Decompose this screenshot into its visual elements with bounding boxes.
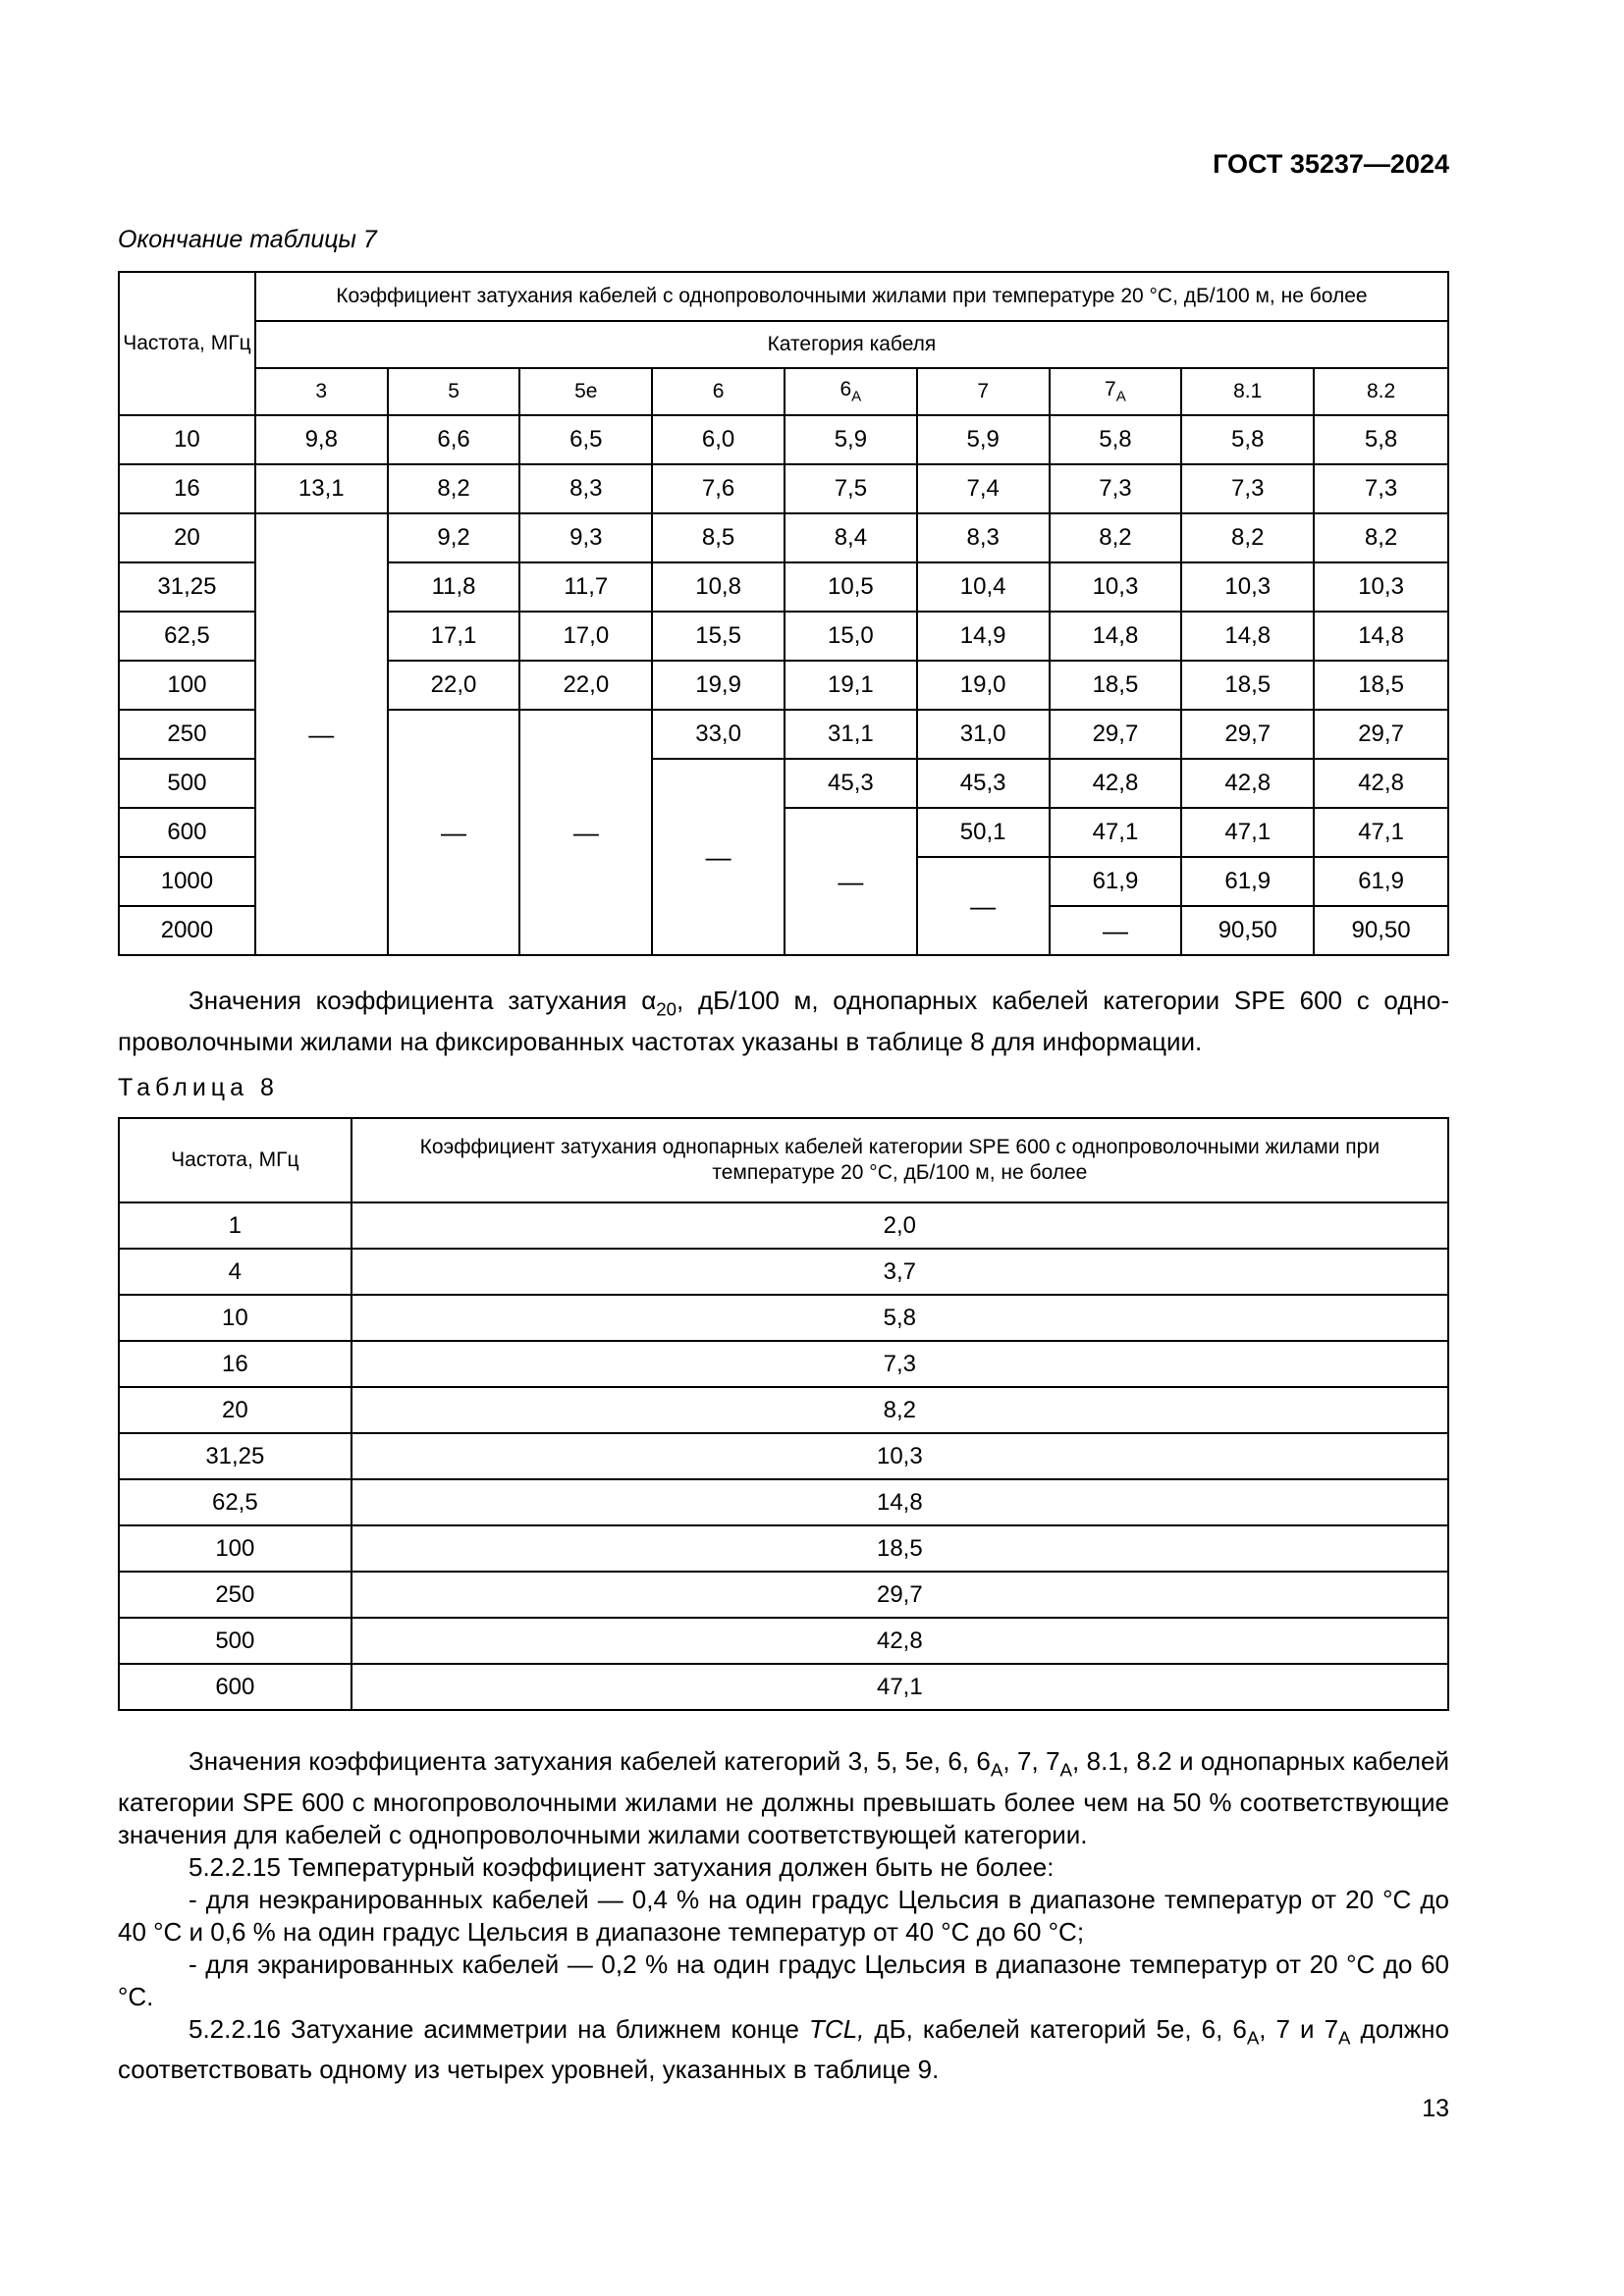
freq-cell: 62,5	[119, 1479, 352, 1525]
value-cell: 47,1	[1181, 808, 1314, 857]
value-cell: 5,8	[1314, 415, 1448, 464]
freq-cell: 500	[119, 1618, 352, 1664]
paragraph-5-2-2-15: 5.2.2.15 Температурный коэффициент затухания должен быть не более:	[189, 1851, 1055, 1882]
value-cell: 22,0	[519, 661, 652, 710]
value-cell: 8,2	[1314, 513, 1448, 562]
value-cell: 61,9	[1050, 857, 1182, 906]
value-cell: 29,7	[1314, 710, 1448, 759]
table-row	[119, 1433, 1448, 1479]
dash-cell: —	[652, 759, 785, 955]
freq-cell: 10	[119, 415, 255, 464]
paragraph-shielded: - для экранированных кабелей — 0,2 % на один градус Цельсия в диапазоне температур от 20 °С до 60 °С.	[118, 1949, 1449, 2011]
dash-cell: —	[785, 808, 917, 955]
value-cell: 10,5	[785, 562, 917, 612]
value-cell: 50,1	[917, 808, 1050, 857]
value-cell: 11,7	[519, 562, 652, 612]
freq-cell: 500	[119, 759, 255, 808]
value-cell: 14,8	[1181, 612, 1314, 661]
freq-cell: 100	[119, 1525, 352, 1572]
table-row	[119, 1525, 1448, 1572]
value-cell: 6,5	[519, 415, 652, 464]
value-cell: 8,5	[652, 513, 785, 562]
value-cell: 19,1	[785, 661, 917, 710]
value-cell: 14,9	[917, 612, 1050, 661]
value-cell: 47,1	[1314, 808, 1448, 857]
table-row	[119, 464, 1448, 513]
category-7a: $7_A$	[1050, 368, 1182, 415]
value-cell: 8,3	[519, 464, 652, 513]
freq-cell: 31,25	[119, 1433, 352, 1479]
attenuation-header: Коэффициент затухания однопарных кабелей категории SPE 600 с однопроволочными жилами при температуре 20 °C, дБ/100 м, не более	[352, 1118, 1448, 1202]
freq-cell: 250	[119, 1572, 352, 1618]
value-cell: 31,0	[917, 710, 1050, 759]
value-cell: 9,8	[255, 415, 388, 464]
value-cell: 10,3	[1314, 562, 1448, 612]
value-cell: 45,3	[917, 759, 1050, 808]
value-cell: 7,4	[917, 464, 1050, 513]
dash-cell: —	[917, 857, 1050, 955]
freq-cell: 1	[119, 1202, 352, 1249]
value-cell: 10,4	[917, 562, 1050, 612]
freq-cell: 600	[119, 1664, 352, 1710]
freq-cell: 16	[119, 1341, 352, 1387]
value-cell: 7,3	[352, 1341, 1448, 1387]
value-cell: 18,5	[1314, 661, 1448, 710]
table-row	[119, 1249, 1448, 1295]
value-cell: 10,3	[1050, 562, 1182, 612]
value-cell: 42,8	[1050, 759, 1182, 808]
value-cell: 29,7	[1050, 710, 1182, 759]
paragraph-unshielded: - для неэкранированных кабелей — 0,4 % на один градус Цельсия в диапазоне температур от 20 °С до 40 °С и 0,6 % на один градус Цельсия в диапазоне температур от 40 °С до 60 °С;	[118, 1884, 1449, 1947]
freq-cell: 62,5	[119, 612, 255, 661]
value-cell: 8,3	[917, 513, 1050, 562]
table-7	[118, 271, 1449, 956]
category-8-1: 8.1	[1181, 368, 1314, 415]
freq-cell: 16	[119, 464, 255, 513]
value-cell: 5,9	[917, 415, 1050, 464]
paragraph-5-2-2-16: 5.2.2.16 Затухание асимметрии на ближнем конце TCL, дБ, кабелей категорий 5e, 6, $6_A$, 7 и $7_A$ должно соответствовать одному из четырех уровней, указанных в таблице 9.	[118, 2013, 1449, 2085]
value-cell: 8,2	[388, 464, 520, 513]
value-cell: 42,8	[352, 1618, 1448, 1664]
value-cell: 5,9	[785, 415, 917, 464]
freq-cell: 2000	[119, 906, 255, 955]
value-cell: 3,7	[352, 1249, 1448, 1295]
table-row	[119, 415, 1448, 464]
value-cell: 9,2	[388, 513, 520, 562]
document-id: ГОСТ 35237—2024	[1213, 149, 1449, 179]
body-text	[118, 1745, 1449, 2086]
table-row	[119, 1341, 1448, 1387]
category-header: Категория кабеля	[255, 321, 1448, 368]
value-cell: 14,8	[352, 1479, 1448, 1525]
value-cell: 13,1	[255, 464, 388, 513]
attenuation-header: Коэффициент затухания кабелей с однопроволочными жилами при температуре 20 °C, дБ/100 м, не более	[255, 272, 1448, 321]
value-cell: 29,7	[352, 1572, 1448, 1618]
table-row	[119, 1202, 1448, 1249]
freq-cell: 10	[119, 1295, 352, 1341]
freq-cell: 31,25	[119, 562, 255, 612]
value-cell: 5,8	[1050, 415, 1182, 464]
value-cell: 9,3	[519, 513, 652, 562]
value-cell: 7,3	[1050, 464, 1182, 513]
category-6a: $6_A$	[785, 368, 917, 415]
value-cell: 8,2	[1181, 513, 1314, 562]
table-row	[119, 1479, 1448, 1525]
value-cell: 10,8	[652, 562, 785, 612]
dash-cell: —	[255, 513, 388, 955]
value-cell: 15,5	[652, 612, 785, 661]
category-7: 7	[917, 368, 1050, 415]
value-cell: 5,8	[352, 1295, 1448, 1341]
value-cell: 8,2	[352, 1387, 1448, 1433]
value-cell: 17,1	[388, 612, 520, 661]
freq-cell: 100	[119, 661, 255, 710]
freq-cell: 250	[119, 710, 255, 759]
value-cell: 6,6	[388, 415, 520, 464]
freq-cell: 1000	[119, 857, 255, 906]
value-cell: 19,0	[917, 661, 1050, 710]
value-cell: 14,8	[1050, 612, 1182, 661]
value-cell: 2,0	[352, 1202, 1448, 1249]
value-cell: 42,8	[1181, 759, 1314, 808]
value-cell: 7,3	[1181, 464, 1314, 513]
table-row	[119, 1295, 1448, 1341]
value-cell: 14,8	[1314, 612, 1448, 661]
freq-cell: 20	[119, 1387, 352, 1433]
value-cell: 90,50	[1181, 906, 1314, 955]
table-row	[119, 513, 1448, 562]
alpha-symbol: α	[641, 986, 657, 1015]
category-5e: 5e	[519, 368, 652, 415]
value-cell: 7,3	[1314, 464, 1448, 513]
value-cell: 29,7	[1181, 710, 1314, 759]
dash-cell: —	[388, 710, 520, 955]
category-6: 6	[652, 368, 785, 415]
table-row	[119, 1572, 1448, 1618]
value-cell: 47,1	[1050, 808, 1182, 857]
category-5: 5	[388, 368, 520, 415]
value-cell: 31,1	[785, 710, 917, 759]
category-8-2: 8.2	[1314, 368, 1448, 415]
page-number: 13	[1422, 2095, 1449, 2122]
value-cell: 11,8	[388, 562, 520, 612]
value-cell: 42,8	[1314, 759, 1448, 808]
freq-header: Частота, МГц	[119, 1118, 352, 1202]
value-cell: 8,4	[785, 513, 917, 562]
value-cell: 7,6	[652, 464, 785, 513]
value-cell: 7,5	[785, 464, 917, 513]
value-cell: 18,5	[1181, 661, 1314, 710]
value-cell: 15,0	[785, 612, 917, 661]
freq-cell: 600	[119, 808, 255, 857]
paragraph-stranded-attenuation: Значения коэффициента затухания кабелей категорий 3, 5, 5e, 6, $6_A$, 7, $7_A$, 8.1, 8.2 и однопарных кабелей категории SPE 600 с многопроволочными жилами не должны превышать более чем на 50 % соответствующие значения для кабелей с однопроволочными жилами соответствующей категории.	[118, 1746, 1449, 1849]
category-3: 3	[255, 368, 388, 415]
value-cell: 6,0	[652, 415, 785, 464]
value-cell: 47,1	[352, 1664, 1448, 1710]
value-cell: 10,3	[352, 1433, 1448, 1479]
value-cell: 8,2	[1050, 513, 1182, 562]
value-cell: 90,50	[1314, 906, 1448, 955]
value-cell: 61,9	[1181, 857, 1314, 906]
value-cell: 33,0	[652, 710, 785, 759]
table-row	[119, 1387, 1448, 1433]
value-cell: 17,0	[519, 612, 652, 661]
value-cell: 5,8	[1181, 415, 1314, 464]
value-cell: 45,3	[785, 759, 917, 808]
table-8	[118, 1117, 1449, 1711]
table-row	[119, 1618, 1448, 1664]
dash-cell: —	[1050, 906, 1182, 955]
value-cell: 10,3	[1181, 562, 1314, 612]
freq-cell: 20	[119, 513, 255, 562]
dash-cell: —	[519, 710, 652, 955]
table-row	[119, 1664, 1448, 1710]
paragraph-alpha-info: Значения коэффициента затухания $\alpha_{20}$, дБ/100 м, однопарных кабелей категории SPE 600 с однопроволочными жилами на фиксированных частотах указаны в таблице 8 для информации.	[118, 986, 1449, 1056]
value-cell: 19,9	[652, 661, 785, 710]
value-cell: 22,0	[388, 661, 520, 710]
table7-continuation-caption: Окончание таблицы 7	[118, 226, 377, 253]
freq-cell: 4	[119, 1249, 352, 1295]
table8-title: Таблица 8	[118, 1074, 279, 1101]
freq-header: Частота, МГц	[119, 272, 255, 415]
value-cell: 18,5	[1050, 661, 1182, 710]
value-cell: 61,9	[1314, 857, 1448, 906]
value-cell: 18,5	[352, 1525, 1448, 1572]
